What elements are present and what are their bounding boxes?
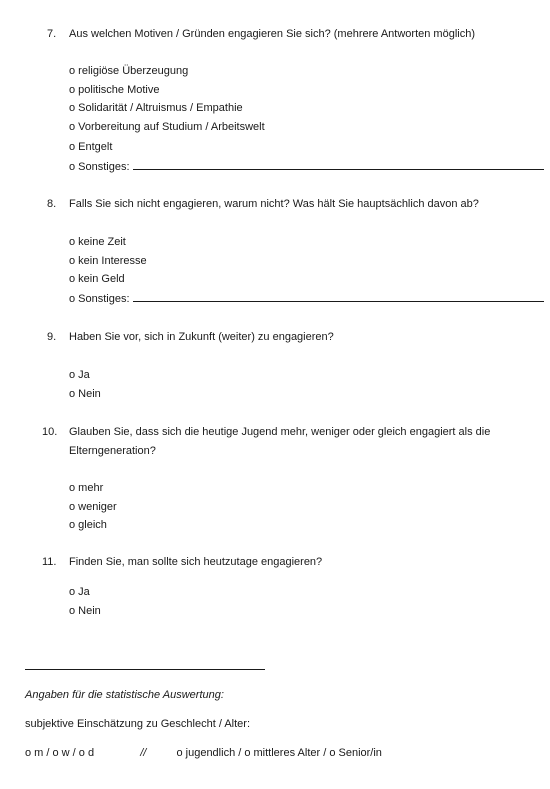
gender-options[interactable]: o m / o w / o d	[25, 747, 95, 759]
option-no[interactable]: o Nein	[69, 388, 101, 400]
option-solidarity[interactable]: o Solidarität / Altruismus / Empathie	[69, 102, 243, 114]
separator-line	[25, 669, 265, 670]
option-yes[interactable]: o Ja	[69, 586, 90, 598]
option-preparation[interactable]: o Vorbereitung auf Studium / Arbeitswelt	[69, 121, 265, 133]
option-no-money[interactable]: o kein Geld	[69, 273, 125, 285]
option-political[interactable]: o politische Motive	[69, 84, 160, 96]
option-more[interactable]: o mehr	[69, 482, 104, 494]
other-answer-line[interactable]	[133, 161, 544, 170]
question-number: 9.	[47, 331, 57, 343]
age-options[interactable]: o jugendlich / o mittleres Alter / o Senior/in	[176, 747, 382, 759]
other-label: o Sonstiges:	[69, 161, 130, 173]
option-no-time[interactable]: o keine Zeit	[69, 236, 126, 248]
statistics-subheading: subjektive Einschätzung zu Geschlecht / Alter:	[25, 718, 251, 730]
question-text: Aus welchen Motiven / Gründen engagieren Sie sich? (mehrere Antworten möglich)	[69, 28, 475, 40]
option-same[interactable]: o gleich	[69, 519, 107, 531]
option-other[interactable]	[69, 161, 544, 173]
question-number: 10.	[42, 426, 58, 438]
question-text: Haben Sie vor, sich in Zukunft (weiter) zu engagieren?	[69, 331, 334, 343]
option-no[interactable]: o Nein	[69, 605, 101, 617]
row-separator: //	[140, 747, 147, 759]
option-religious[interactable]: o religiöse Überzeugung	[69, 65, 189, 77]
option-less[interactable]: o weniger	[69, 501, 117, 513]
question-text: Falls Sie sich nicht engagieren, warum nicht? Was hält Sie hauptsächlich davon ab?	[69, 198, 479, 210]
question-number: 11.	[42, 556, 57, 568]
other-answer-line[interactable]	[133, 293, 544, 302]
option-no-interest[interactable]: o kein Interesse	[69, 255, 147, 267]
demographics-row	[25, 748, 382, 759]
other-label: o Sonstiges:	[69, 293, 130, 305]
question-number: 7.	[47, 28, 57, 40]
question-number: 8.	[47, 198, 57, 210]
option-yes[interactable]: o Ja	[69, 369, 90, 381]
statistics-heading: Angaben für die statistische Auswertung:	[25, 689, 224, 701]
question-text: Finden Sie, man sollte sich heutzutage engagieren?	[69, 556, 323, 568]
option-other[interactable]	[69, 293, 544, 305]
option-payment[interactable]: o Entgelt	[69, 141, 113, 153]
question-text: Glauben Sie, dass sich die heutige Jugend mehr, weniger oder gleich engagiert als die Elterngeneration?	[69, 426, 491, 457]
